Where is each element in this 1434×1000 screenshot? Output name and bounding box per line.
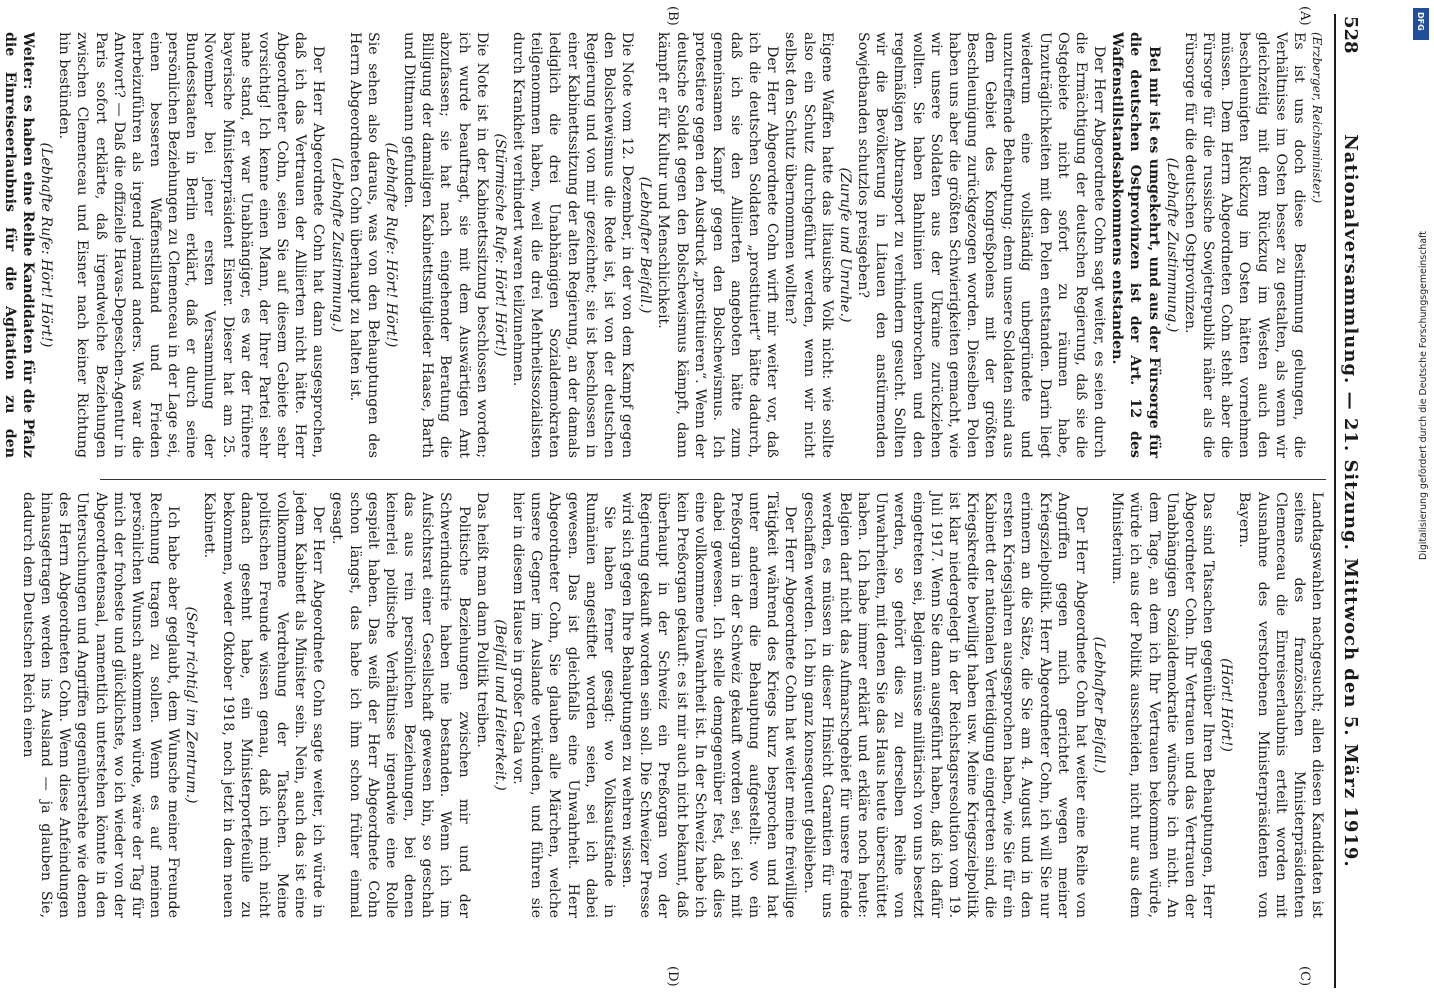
marker-d: (D) — [665, 966, 680, 987]
paragraph: Ich habe aber geglaubt, dem Wunsche meiner Freunde Rechnung tragen zu sollen. Wenn es auf meinen persönlichen Wunsch ankommen würde, wäre der Tag für mich der froheste und glücklichste, wo ich wieder von der Abgeordnetensaal, namentlich unterstehen könnte in den Untersuchungen und Angriffen gegenüberstehe wie denen des Herrn Abgeordneten Cohn. Wenn diese Anfeindungen hinausgetragen werden ins Ausland — ja glauben Sie, dadurch dem Deutschen Reich einen — [19, 492, 182, 918]
speaker-line: (Erzberger, Reichsminister.) — [1310, 32, 1324, 204]
left-column — [1, 32, 1326, 458]
interjection: (Lebhafter Beifall.) — [637, 176, 654, 314]
column-rule — [100, 479, 1326, 480]
page-number: 528 — [1340, 16, 1361, 54]
digitization-sidebar — [1410, 0, 1434, 1000]
interjection: (Stürmische Rufe: Hört! Hört!) — [491, 133, 508, 357]
marker-b: (B) — [665, 6, 680, 26]
paragraph: Weiter: es haben eine Reihe Kandidaten für die Pfalz die Einreiseerlaubnis für die Agitation zu den — [1, 32, 36, 458]
paragraph: Der Herr Abgeordnete Cohn sagte weiter, ich würde in jedem Kabinett als Minister sein. Nein, auch das ist eine vollkommene Verdrehung der Tatsachen. Meine politischen Freunde wissen genau, daß ich mich nicht danach gesehnt habe, ein Ministerportefeuille zu bekommen, weder Oktober 1918, noch jetzt in dem neuen Kabinett. — [201, 492, 327, 918]
paragraph: Der Herr Abgeordnete Cohn sagt weiter, es seien durch die Ermächtigung der deutschen Regierung, daß sie die Ostgebiete nicht sofort zu räumen habe, Unzuträglichkeiten mit den Polen entstanden. Darin liegt wiederum eine vollständig unbegründete und unzutreffende Behauptung; denn unsere Soldaten sind aus dem Gebiet des Kongreßpolens mit der größten Beschleunigung zurückgezogen worden. Dieselben Polen haben uns aber die größten Schwierigkeiten gemacht, wie wir unsere Soldaten aus der Ukraine zurückziehen wollten. Sie haben Bahnlinien unterbrochen und den regelmäßigen Abtransport zu verhindern gesucht. Sollten wir die Bevölkerung in Litauen den anstürmenden Sowjetbanden schutzlos preisgeben? — [855, 32, 1108, 458]
marker-c: (C) — [1297, 966, 1312, 987]
running-title: Nationalversammlung. — 21. Sitzung. Mittwoch den 5. März 1919. — [1340, 134, 1361, 868]
paragraph: Der Herr Abgeordnete Cohn hat weiter meine freiwillige Tätigkeit während des Kriegs kurz besprochen und hat unter anderem die Behauptung aufgestellt: wo ein Preßorgan in der Schweiz gekauft worden sei, sei ich mit dabei gewesen. Ich stelle demgegenüber fest, daß dies eine vollkommene Unwahrheit ist. In der Schweiz habe ich kein Preßorgan gekauft: es ist mir auch nicht bekannt, daß überhaupt in der Schweiz ein Preßorgan von der Regierung gekauft worden sein soll. Die Schweizer Presse wird sich gegen Ihre Behauptungen zu wehren wissen. — [619, 492, 799, 919]
paragraph: Die Note vom 12. Dezember, in der von dem Kampf gegen den Bolschewismus die Rede ist, ist von der deutschen Regierung und von mir gezeichnet; sie ist beschlossen in einer Kabinettssitzung der alten Regierung, an der damals lediglich die drei Unabhängigen Sozialdemokraten teilgenommen haben, weil die drei Mehrheitssozialisten durch Krankheit verhindert waren teilzunehmen. — [510, 32, 636, 458]
paragraph: Das heißt man dann Politik treiben. — [473, 492, 490, 748]
interjection: (Sehr richtig! im Zentrum.) — [183, 606, 200, 804]
paragraph: Es ist uns doch diese Bestimmung gelungen, die Verhältnisse im Osten besser zu gestalten, als wenn wir gleichzeitig mit dem Rückzug im Westen auch den beschleunigten Rückzug im Osten hätten vornehmen müssen. Dem Herrn Abgeordneten Cohn steht aber die Fürsorge für die russische Sowjetrepublik näher als die Fürsorge für die deutschen Ostprovinzen. — [1181, 32, 1307, 458]
paragraph: Das sind Tatsachen gegenüber Ihren Behauptungen, Herr Abgeordneter Cohn. Ihr Vertrauen und das Vertrauen der Unabhängigen Sozialdemokratie wünsche ich nicht. An dem Tage, an dem ich Ihr Vertrauen bekommen würde, würde ich aus der Politik ausscheiden, nicht nur aus dem Ministerium. — [1109, 492, 1217, 918]
paragraph: Politische Beziehungen zwischen mir und der Schwerindustrie haben nie bestanden. Wenn ich im Aufsichtsrat einer Gesellschaft gewesen bin, so geschah das aus rein persönlichen Beziehungen, bei denen keinerlei politische Verhältnisse irgendwie eine Rolle gespielt haben. Das weiß der Herr Abgeordnete Cohn schon längst, das habe ich ihm schon früher einmal gesagt. — [328, 492, 472, 918]
marker-a: (A) — [1297, 6, 1312, 26]
interjection: (Lebhafte Rufe: Hört! Hört!) — [38, 142, 55, 348]
paragraph: Landtagswahlen nachgesucht; allen diesen Kandidaten ist seitens des französischen Ministerpräsidenten Clemenceau die Einreiseerlaubnis erteilt worden mit Ausnahme des verstorbenen Ministerpräsidenten von Bayern. — [1236, 492, 1325, 918]
interjection: (Zurufe und Unruhe.) — [836, 167, 853, 323]
page-header — [1334, 14, 1366, 988]
interjection: (Hört! Hört!) — [1218, 658, 1235, 752]
paragraph: Eigene Waffen hatte das litauische Volk nicht: wie sollte also ein Schutz durchgeführt werden, wenn wir nicht selbst den Schutz übernommen wollten? — [782, 32, 835, 458]
paragraph: Bei mir ist es umgekehrt, und aus der Fürsorge für die deutschen Ostprovinzen ist der Art. 12 des Waffenstillstandsabkommens entstanden. — [1109, 32, 1162, 458]
right-column — [19, 492, 1326, 919]
paragraph: Sie haben ferner gesagt: wo Volksaufstände in Rumänien angestiftet worden seien, sei ich dabei gewesen. Das ist gleichfalls eine Unwahrheit. Herr Abgeordneter Cohn, Sie glauben alle Märchen, welche unsere Gegner im Auslande verkünden, und führen sie hier in diesem Hause in großer Gala vor. — [510, 492, 617, 918]
digitization-credit: Digitalisierung gefördert durch die Deutsche Forschungsgemeinschaft — [1418, 231, 1429, 560]
paragraph: Die Note ist in der Kabinettssitzung beschlossen worden; ich wurde beauftragt, sie mit dem Auswärtigen Amt abzufassen; sie hat nach eingehender Beratung die Billigung der damaligen Kabinettsmitglieder Haase, Barth und Dittmann gefunden. — [401, 32, 490, 458]
paragraph: Der Herr Abgeordnete Cohn wirft mir weiter vor, daß ich die deutschen Soldaten „prostituiert“ hätte dadurch, daß ich sie den Alliierten angeboten hätte zum gemeinsamen Kampf gegen den Bolschewismus. Ich protestiere gegen den Ausdruck „prostituieren“. Wenn der deutsche Soldat gegen den Bolschewismus kämpft, dann kämpft er für Kultur und Menschlichkeit. — [655, 32, 781, 458]
interjection: (Beifall und Heiterkeit.) — [491, 619, 508, 791]
paragraph: Sie sehen also daraus, was von den Behauptungen des Herrn Abgeordneten Cohn überhaupt zu halten ist. — [346, 32, 381, 458]
dfg-logo: DFG — [1413, 8, 1429, 40]
paragraph: Der Herr Abgeordnete Cohn hat weiter eine Reihe von Angriffen gegen mich gerichtet wegen meiner Kriegszielpolitik. Herr Abgeordneter Cohn, ich will Sie nur erinnern an die Sätze, die Sie am 4. August und in den ersten Kriegsjahren ausgesprochen haben, wie Sie für ein Kabinett der nationalen Verteidigung eingetreten sind, die Kriegskredite bewilligt haben usw. Meine Kriegszielpolitik ist klar niedergelegt in der Reichstagsresolution vom 19. Juli 1917. Wenn Sie dann ausgeführt haben, daß ich dafür eingetreten sei, Belgien müsse militärisch von uns besetzt werden, so gehört dies zu derselben Reihe von Unwahrheiten, mit denen Sie das Haus heute überschüttet haben. Ich habe immer erklärt und erkläre noch heute: Belgien darf nicht das Aufmarschgebiet für unsere Feinde werden, es müssen in dieser Hinsicht Garantien für uns geschaffen werden. Ich bin ganz konsequent geblieben. — [800, 492, 1089, 918]
paragraph: Der Herr Abgeordnete Cohn hat dann ausgesprochen, daß ich das Vertrauen der Alliierten nicht hätte. Herr Abgeordneter Cohn, seien Sie auf diesem Gebiete sehr vorsichtig! Ich kenne einen Mann, der Ihrer Partei sehr nahe stand, er war Unabhängiger, es war der frühere bayerische Ministerpräsident Eisner. Dieser hat am 25. November bei jener ersten Versammlung der Bundesstaaten in Berlin erklärt, daß er durch seine persönlichen Beziehungen zu Clemenceau in der Lage sei, einen besseren Waffenstillstand und Frieden herbeizuführen als irgend jemand anders. Was war die Antwort? — Daß die offizielle Havas-Depeschen-Agentur in Paris sofort erklärte, daß irgendwelche Beziehungen zwischen Clemenceau und Eisner nach keiner Richtung hin bestünden. — [56, 32, 327, 458]
interjection: (Lebhafte Zustimmung.) — [1163, 157, 1180, 333]
interjection: (Lebhafte Rufe: Hört! Hört!) — [383, 142, 400, 348]
interjection: (Lebhafte Zustimmung.) — [328, 157, 345, 333]
interjection: (Lebhafter Beifall.) — [1091, 636, 1108, 774]
